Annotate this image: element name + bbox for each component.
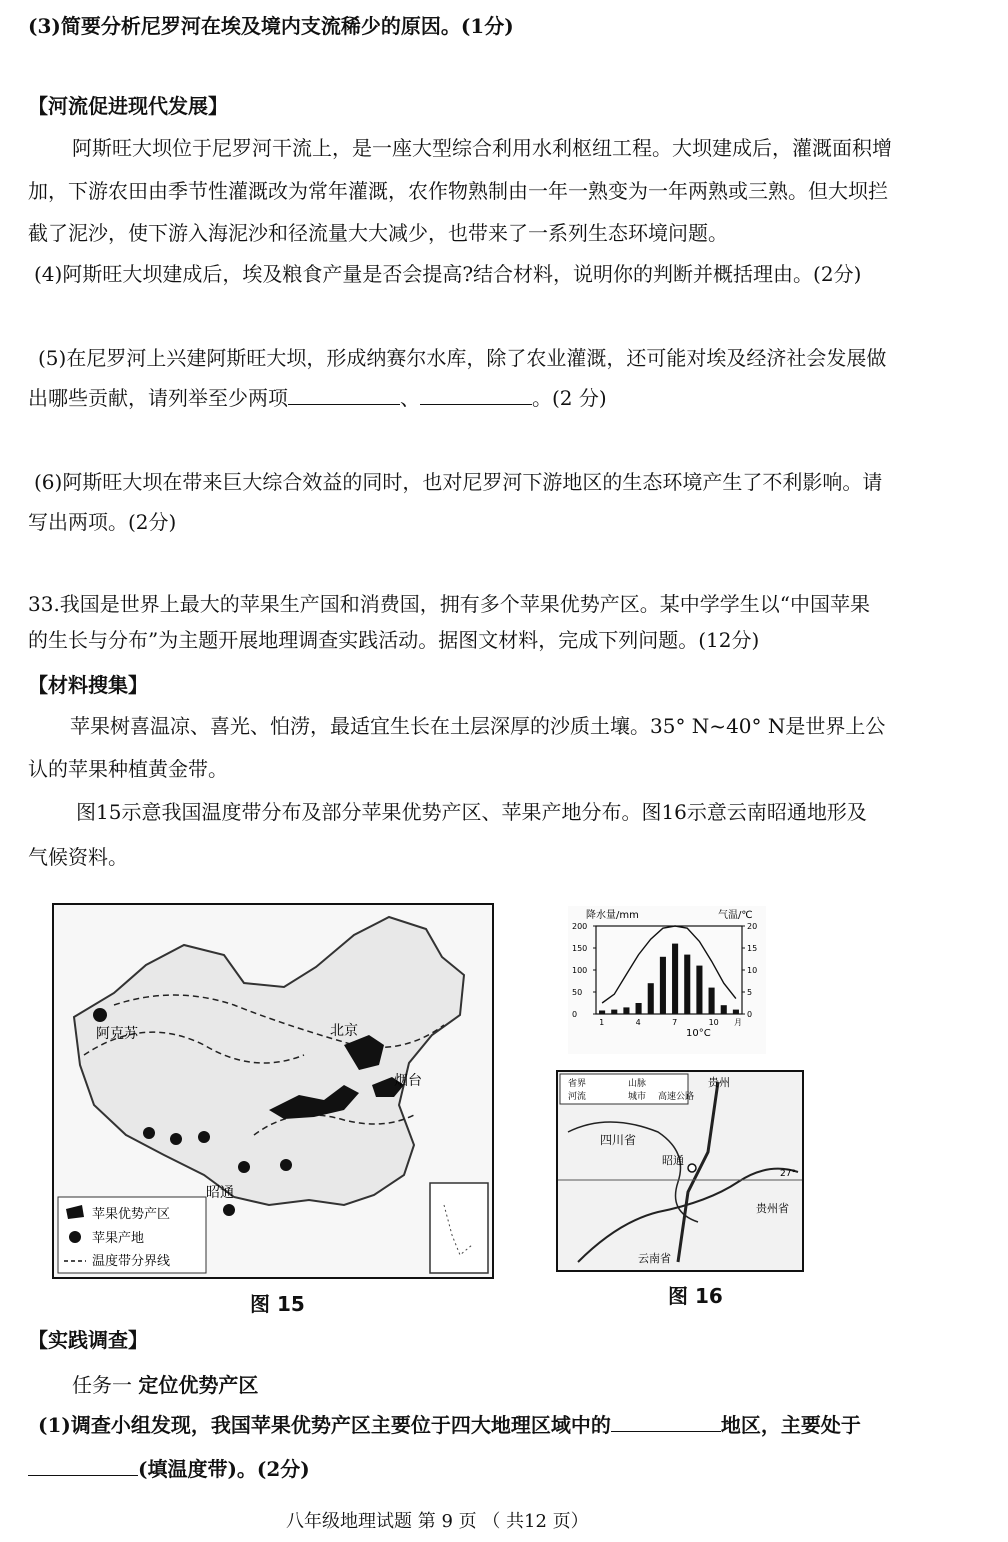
material-paragraph-1-line-2: 认的苹果种植黄金带。 xyxy=(28,757,228,781)
answer-blank-5b[interactable] xyxy=(420,386,532,405)
precip-bar xyxy=(696,966,702,1014)
figure-15-caption: 图 15 xyxy=(250,1292,305,1316)
zhaotong-map-svg xyxy=(558,1072,802,1270)
precip-bar xyxy=(721,1005,727,1014)
question-5-line-1: (5)在尼罗河上兴建阿斯旺大坝，形成纳赛尔水库，除了农业灌溉，还可能对埃及经济社会发展做 xyxy=(38,346,887,370)
y2-tick-label: 5 xyxy=(747,988,753,997)
apple-site-akesu xyxy=(93,1008,107,1022)
figure-16-zhaotong-map xyxy=(556,1070,804,1272)
question-5-prompt: 出哪些贡献，请列举至少两项 xyxy=(28,386,288,410)
question-6-line-1: (6)阿斯旺大坝在带来巨大综合效益的同时，也对尼罗河下游地区的生态环境产生了不利影响。请 xyxy=(34,470,883,494)
river-line xyxy=(578,1169,798,1262)
answer-blank-1a[interactable] xyxy=(611,1413,721,1432)
x-tick-label: 1 xyxy=(599,1018,605,1027)
y2-tick-label: 20 xyxy=(747,922,758,931)
material-paragraph-1-line-1: 苹果树喜温凉、喜光、怕涝，最适宜生长在土层深厚的沙质土壤。35° N~40° N是世界上公 xyxy=(70,714,886,738)
y-tick-label: 200 xyxy=(572,922,588,931)
y-tick-label: 100 xyxy=(572,966,588,975)
precip-bar xyxy=(636,1003,642,1014)
precip-bar xyxy=(648,983,654,1014)
legend-production-site-icon xyxy=(69,1231,81,1243)
blank-separator: 、 xyxy=(400,386,420,410)
apple-site-2 xyxy=(170,1133,182,1145)
highway-line xyxy=(678,1082,718,1262)
page-footer: 八年级地理试题 第 9 页 （ 共12 页） xyxy=(286,1511,589,1532)
figure-16-climate-chart xyxy=(568,906,766,1054)
y-tick-label: 0 xyxy=(572,1010,578,1019)
apple-site-5 xyxy=(223,1204,235,1216)
precip-bar xyxy=(623,1007,629,1014)
legend-province-border: 省界 xyxy=(568,1079,587,1089)
temp-annotation: 10°C xyxy=(686,1028,711,1039)
question-3: (3)简要分析尼罗河在埃及境内支流稀少的原因。(1分) xyxy=(28,14,514,38)
figure-16-caption: 图 16 xyxy=(668,1284,723,1308)
question-1-line-2 xyxy=(28,1457,310,1481)
x-tick-label: 7 xyxy=(672,1018,678,1027)
legend-river: 河流 xyxy=(568,1092,587,1102)
climate-chart-svg xyxy=(568,906,766,1054)
plot-area-frame xyxy=(596,926,742,1014)
label-zhaotong-city: 昭通 xyxy=(662,1154,684,1167)
question-6-line-2: 写出两项。(2分) xyxy=(28,510,177,534)
question-4: (4)阿斯旺大坝建成后，埃及粮食产量是否会提高?结合材料，说明你的判断并概括理由。(2分) xyxy=(34,262,862,286)
apple-site-zhaotong xyxy=(238,1161,250,1173)
task-1-title: 定位优势产区 xyxy=(138,1373,259,1397)
legend-highway: 高速公路 xyxy=(658,1092,695,1102)
precip-bar xyxy=(611,1010,617,1014)
label-akesu: 阿克苏 xyxy=(96,1026,138,1042)
label-27-degrees: 27° xyxy=(780,1169,796,1179)
river-paragraph-line-2: 加，下游农田由季节性灌溉改为常年灌溉，农作物熟制由一年一熟变为一年两熟或三熟。但大坝拦 xyxy=(28,179,888,203)
apple-site-4 xyxy=(280,1159,292,1171)
y-tick-label: 150 xyxy=(572,944,588,953)
x-tick-label: 月 xyxy=(734,1018,742,1027)
section-heading-river: 【河流促进现代发展】 xyxy=(28,94,228,118)
y2-tick-label: 10 xyxy=(747,966,758,975)
section-heading-material: 【材料搜集】 xyxy=(28,673,148,697)
question-5-line-2 xyxy=(28,386,607,410)
precip-bar xyxy=(684,955,690,1014)
question-33-line-2: 的生长与分布”为主题开展地理调查实践活动。据图文材料，完成下列问题。(12分) xyxy=(28,628,760,652)
y-tick-label: 50 xyxy=(572,988,583,997)
river-paragraph-line-3: 截了泥沙，使下游入海泥沙和径流量大大减少，也带来了一系列生态环境问题。 xyxy=(28,221,728,245)
label-yantai: 烟台 xyxy=(394,1073,422,1089)
question-1-prompt-2: 地区，主要处于 xyxy=(720,1413,861,1437)
label-yunnan: 云南省 xyxy=(638,1252,671,1265)
city-zhaotong-marker xyxy=(688,1164,696,1172)
figure-15-china-map xyxy=(52,903,494,1279)
legend-production-site: 苹果产地 xyxy=(92,1231,145,1246)
y-axis-label-temp: 气温/℃ xyxy=(718,910,753,921)
answer-blank-1b[interactable] xyxy=(28,1457,138,1476)
answer-blank-5a[interactable] xyxy=(288,386,400,405)
task-1-prefix: 任务一 xyxy=(72,1373,132,1397)
section-heading-practice: 【实践调查】 xyxy=(28,1328,148,1352)
apple-site-1 xyxy=(143,1127,155,1139)
china-outline xyxy=(74,917,464,1205)
precip-bar xyxy=(672,944,678,1014)
precip-bar xyxy=(660,957,666,1014)
question-1-prompt: (1)调查小组发现，我国苹果优势产区主要位于四大地理区域中的 xyxy=(38,1413,611,1437)
y-axis-label-precip: 降水量/mm xyxy=(586,910,639,921)
y2-tick-label: 0 xyxy=(747,1010,753,1019)
material-paragraph-2-line-2: 气候资料。 xyxy=(28,845,128,869)
y2-tick-label: 15 xyxy=(747,944,758,953)
x-tick-label: 4 xyxy=(635,1018,641,1027)
question-1-score: (填温度带)。(2分) xyxy=(138,1457,310,1481)
legend-city: 城市 xyxy=(628,1092,647,1102)
river-paragraph-line-1: 阿斯旺大坝位于尼罗河干流上，是一座大型综合利用水利枢纽工程。大坝建成后，灌溉面积增 xyxy=(72,136,892,160)
precip-bar xyxy=(733,1010,739,1014)
precip-bar xyxy=(709,988,715,1014)
task-1-heading xyxy=(72,1373,258,1397)
label-guizhou: 贵州省 xyxy=(756,1202,789,1215)
legend-dominant-region: 苹果优势产区 xyxy=(92,1207,171,1222)
temperature-line xyxy=(602,926,736,1003)
material-paragraph-2-line-1: 图15示意我国温度带分布及部分苹果优势产区、苹果产地分布。图16示意云南昭通地形及 xyxy=(76,800,867,824)
label-zhaotong: 昭通 xyxy=(206,1185,234,1201)
x-tick-label: 10 xyxy=(708,1018,719,1027)
legend-mountain: 山脉 xyxy=(628,1079,647,1089)
label-beijing: 北京 xyxy=(330,1023,358,1039)
china-map-drawing xyxy=(54,905,492,1277)
question-1-line-1 xyxy=(38,1413,861,1437)
question-33-line-1: 33.我国是世界上最大的苹果生产国和消费国，拥有多个苹果优势产区。某中学学生以“中国苹果 xyxy=(28,592,871,616)
label-guizhou-top: 贵州 xyxy=(708,1076,730,1089)
question-5-score: 。(2 分) xyxy=(532,386,607,410)
apple-site-3 xyxy=(198,1131,210,1143)
precip-bar xyxy=(599,1010,605,1014)
legend-boundary-line: 温度带分界线 xyxy=(92,1254,171,1269)
south-china-sea-inset xyxy=(430,1183,488,1273)
label-sichuan: 四川省 xyxy=(600,1133,637,1147)
